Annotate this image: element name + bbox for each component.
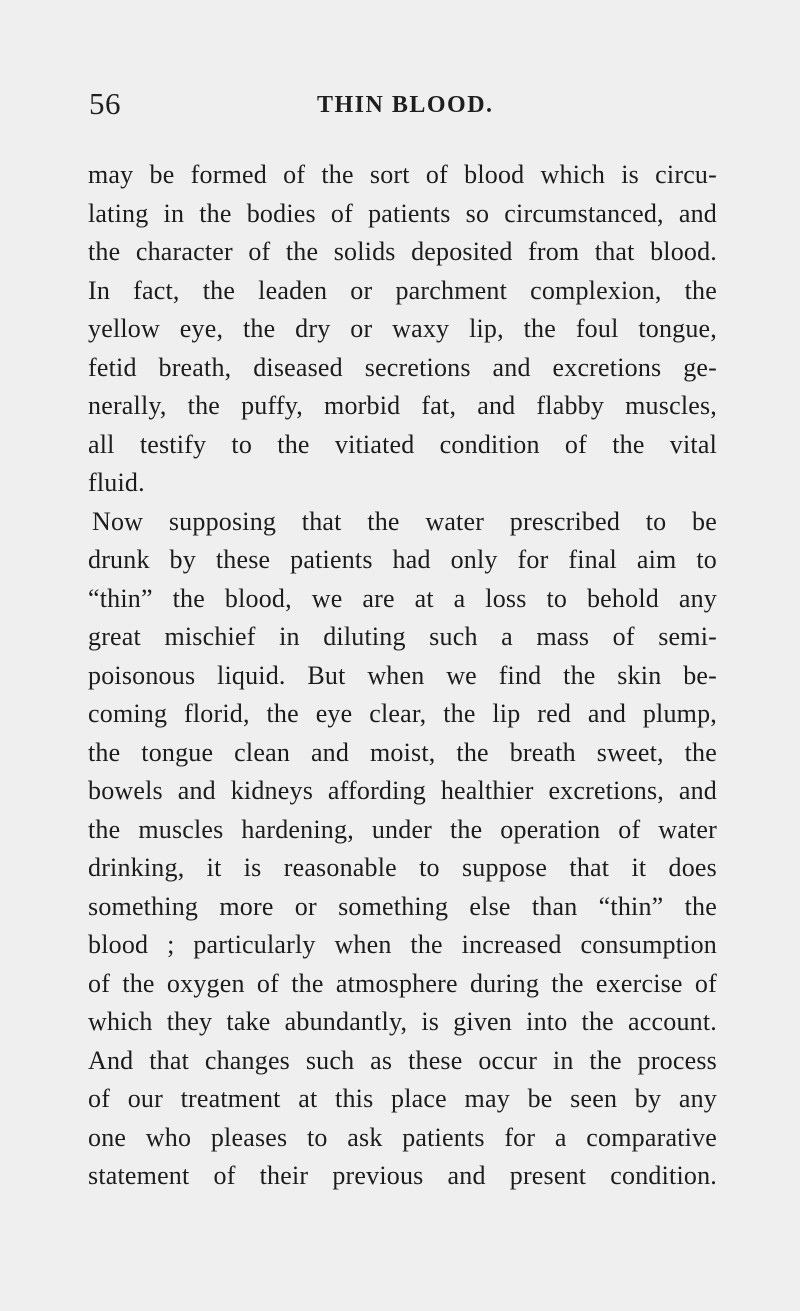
running-title: THIN BLOOD. xyxy=(317,92,494,118)
text-line: all testify to the vitiated condition of the vital xyxy=(88,429,717,459)
text-line: the character of the solids deposited from that blood. xyxy=(88,237,717,266)
text-line: which they take abundantly, is given into the account. xyxy=(88,1007,717,1036)
text-line: something more or something else than “thin” the xyxy=(88,891,717,921)
text-line: coming florid, the eye clear, the lip red and plump, xyxy=(88,699,717,728)
text-line: fluid. xyxy=(88,468,145,497)
text-line: one who pleases to ask patients for a comparative xyxy=(88,1122,717,1152)
text-line: lating in the bodies of patients so circumstanced, and xyxy=(88,198,717,228)
text-line: drunk by these patients had only for final aim to xyxy=(88,545,717,574)
page-number: 56 xyxy=(89,86,121,121)
running-head xyxy=(89,84,729,124)
text-line: drinking, it is reasonable to suppose that it does xyxy=(88,853,717,882)
text-line: blood ; particularly when the increased consumption xyxy=(88,930,717,959)
text-line: And that changes such as these occur in the process xyxy=(88,1045,717,1075)
body-text xyxy=(88,156,717,1196)
text-line: In fact, the leaden or parchment complexion, the xyxy=(88,275,717,305)
text-line: bowels and kidneys affording healthier excretions, and xyxy=(88,776,717,805)
text-line: the muscles hardening, under the operation of water xyxy=(88,814,717,844)
text-line: yellow eye, the dry or waxy lip, the foul tongue, xyxy=(88,314,717,343)
text-line: of the oxygen of the atmosphere during the exercise of xyxy=(88,968,717,998)
text-line: “thin” the blood, we are at a loss to behold any xyxy=(88,583,717,613)
text-line: fetid breath, diseased secretions and excretions ge- xyxy=(88,352,717,382)
text-line: statement of their previous and present condition. xyxy=(88,1161,717,1190)
text-line: Now supposing that the water prescribed to be xyxy=(92,506,717,536)
text-line: may be formed of the sort of blood which is circu- xyxy=(88,160,717,189)
text-line: nerally, the puffy, morbid fat, and flabby muscles, xyxy=(88,391,717,420)
text-line: the tongue clean and moist, the breath sweet, the xyxy=(88,737,717,767)
text-line: poisonous liquid. But when we find the skin be- xyxy=(88,660,717,690)
text-line: of our treatment at this place may be seen by any xyxy=(88,1084,717,1113)
text-line: great mischief in diluting such a mass of semi- xyxy=(88,622,717,651)
